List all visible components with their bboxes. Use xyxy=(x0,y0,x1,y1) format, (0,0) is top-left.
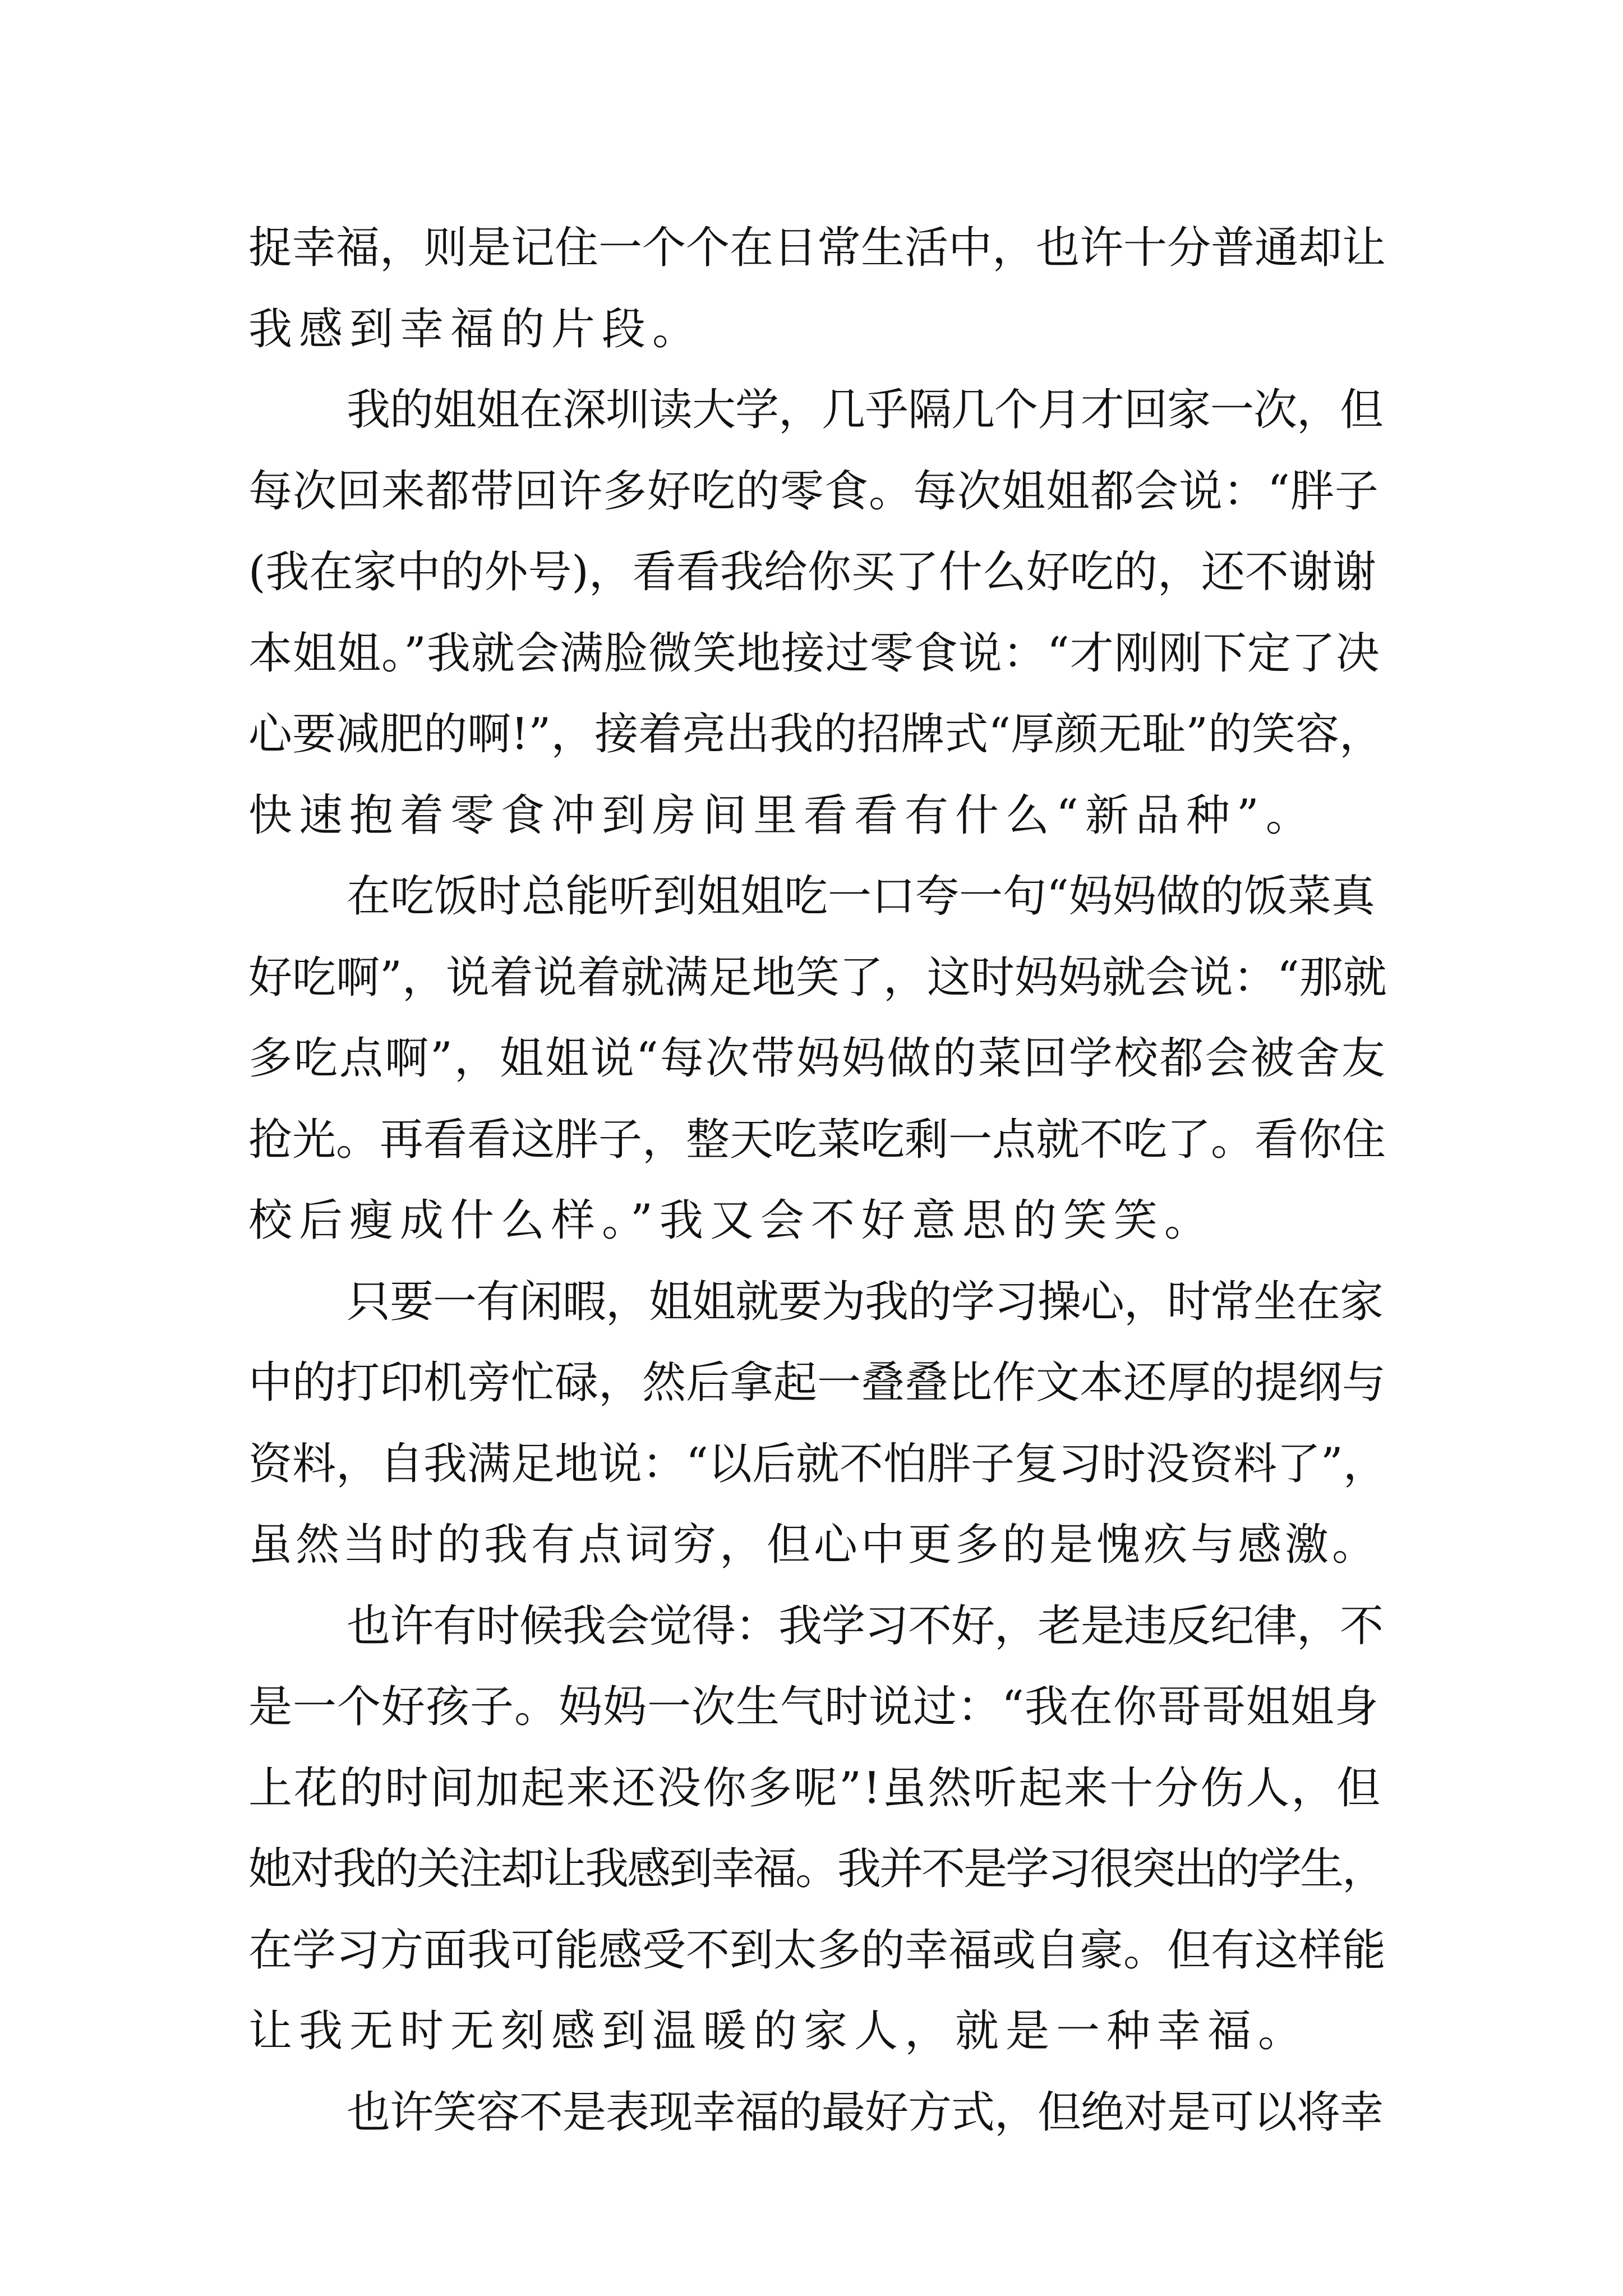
text-line: (我在家中的外号)，看看我给你买了什么好吃的，还不谢谢 xyxy=(248,547,1376,597)
text-line: 也许有时候我会觉得：我学习不好，老是违反纪律，不 xyxy=(347,1600,1384,1651)
text-line: 在学习方面我可能感受不到太多的幸福或自豪。但有这样能 xyxy=(248,1925,1386,1976)
text-line: 中的打印机旁忙碌，然后拿起一叠叠比作文本还厚的提纲与 xyxy=(248,1358,1386,1408)
text-line: 好吃啊”，说着说着就满足地笑了，这时妈妈就会说：“那就 xyxy=(248,952,1387,1003)
text-line: 校后瘦成什么样。”我又会不好意思的笑笑。 xyxy=(248,1195,1215,1246)
text-line: 是一个好孩子。妈妈一次生气时说过：“我在你哥哥姐姐身 xyxy=(248,1682,1379,1732)
text-line: 我感到幸福的片段。 xyxy=(248,303,703,355)
text-line: 让我无时无刻感到温暖的家人，就是一种幸福。 xyxy=(248,2006,1309,2056)
body-text xyxy=(248,208,1387,2153)
text-line: 上花的时间加起来还没你多呢”!虽然听起来十分伤人，但 xyxy=(248,1763,1382,1814)
text-line: 捉幸福，则是记住一个个在日常生活中，也许十分普通却让 xyxy=(248,223,1386,273)
text-line: 每次回来都带回许多好吃的零食。每次姐姐都会说：“胖子 xyxy=(248,466,1379,517)
text-line: 只要一有闲暇，姐姐就要为我的学习操心，时常坐在家 xyxy=(347,1276,1384,1327)
text-line: 资料，自我满足地说：“以后就不怕胖子复习时没资料了”， xyxy=(248,1438,1387,1489)
text-line: 虽然当时的我有点词穷，但心中更多的是愧疚与感激。 xyxy=(248,1520,1380,1570)
text-line: 抢光。再看看这胖子，整天吃菜吃剩一点就不吃了。看你住 xyxy=(248,1114,1386,1165)
text-line: 快速抱着零食冲到房间里看看有什么“新品种”。 xyxy=(248,790,1316,841)
text-line: 我的姐姐在深圳读大学，几乎隔几个月才回家一次，但 xyxy=(347,385,1384,435)
text-line: 心要减肥的啊!”，接着亮出我的招牌式“厚颜无耻”的笑容， xyxy=(248,709,1383,760)
text-line: 多吃点啊”，姐姐说“每次带妈妈做的菜回学校都会被舍友 xyxy=(248,1033,1387,1084)
text-line: 也许笑容不是表现幸福的最好方式，但绝对是可以将幸 xyxy=(347,2087,1384,2138)
text-line: 本姐姐。”我就会满脸微笑地接过零食说：“才刚刚下定了决 xyxy=(248,628,1380,679)
text-line: 她对我的关注却让我感到幸福。我并不是学习很突出的学生， xyxy=(248,1844,1385,1894)
text-line: 在吃饭时总能听到姐姐吃一口夸一句“妈妈做的饭菜真 xyxy=(347,871,1375,922)
